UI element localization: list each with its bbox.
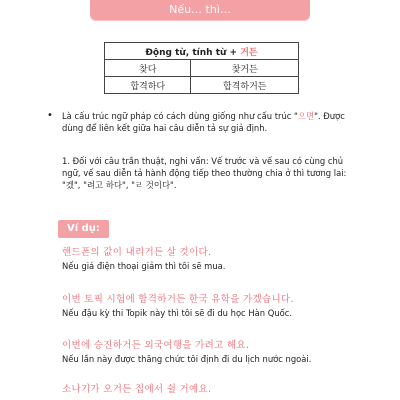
table-cell: 합격하거든: [191, 77, 299, 94]
example-vietnamese: Nếu lần này được thăng chức tôi định đi du lịch nước ngoài.: [62, 354, 312, 364]
example-item: [62, 246, 382, 273]
table-header-prefix: Động từ, tính từ +: [145, 47, 241, 58]
bullet-highlight: 으면: [297, 111, 315, 121]
bullet-dot-icon: •: [47, 110, 53, 121]
example-vietnamese: Nếu giá điện thoại giảm thì tôi sẽ mua.: [62, 261, 226, 271]
bullet-text-before: Là cấu trúc ngữ pháp có cách dùng giống như cấu trúc ": [62, 111, 298, 121]
example-item: [62, 293, 382, 320]
note-paragraph: 1. Đối với câu trần thuật, nghi vấn: Vế trước và vế sau có cùng chủ ngữ, vế sau diễn tả hành động tiếp theo thường chia ở thì tương lai: "겠", "려고 하다", "ㄹ 것이다".: [62, 156, 347, 190]
bullet-paragraph: [47, 110, 362, 134]
example-korean: 핸드폰의 값이 내리거든 살 것이다.: [62, 247, 212, 258]
example-item: [62, 383, 382, 396]
example-korean: 소나기가 오거든 집에서 쉴 거예요.: [62, 384, 212, 395]
table-row: [105, 60, 299, 77]
table-cell: 합격하다: [105, 77, 191, 94]
table-row: [105, 77, 299, 94]
table-header-row: [105, 43, 299, 60]
title-banner: [90, 0, 310, 20]
example-korean: 이번 토픽 시험에 합격하거든 한국 유학을 가겠습니다.: [62, 294, 294, 305]
table-cell: 찾다: [105, 60, 191, 77]
table-header-cell: [105, 43, 299, 60]
table-header-suffix: 거든: [240, 47, 258, 58]
bullet-text-after: ". Được dùng để liên kết giữa hai câu diễn tả sự giả định.: [62, 111, 345, 133]
table-cell: 찾거든: [191, 60, 299, 77]
example-item: [62, 339, 382, 366]
banner-title: Nếu… thì…: [169, 3, 231, 16]
grammar-table: [104, 42, 299, 94]
example-korean: 이번에 승진하거든 외국여행을 가려고 해요.: [62, 340, 250, 351]
examples-label: Ví dụ:: [58, 220, 109, 238]
example-vietnamese: Nếu đậu kỳ thi Topik này thì tôi sẽ đi du học Hàn Quốc.: [62, 308, 293, 318]
